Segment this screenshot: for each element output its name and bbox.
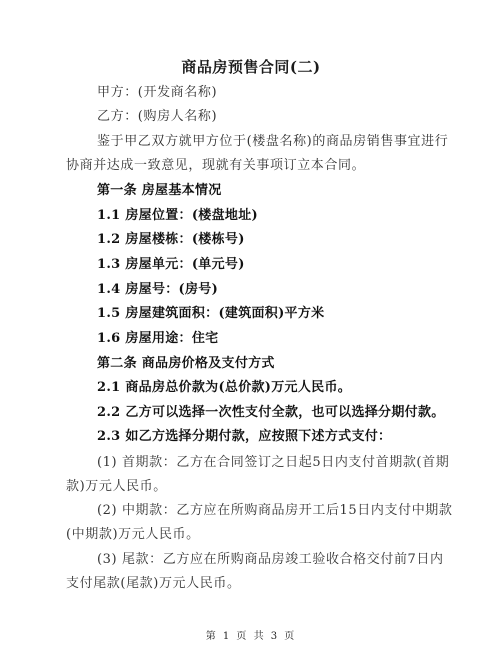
installment-2-line-1: (2) 中期款：乙方应在所购商品房开工后15日内支付中期款 — [97, 503, 453, 518]
installment-1-line-1: (1) 首期款：乙方在合同签订之日起5日内支付首期款(首期 — [97, 455, 450, 470]
article-2-item: 2.2 乙方可以选择一次性支付全款，也可以选择分期付款。 — [97, 405, 445, 420]
installment-3-line-2: 支付尾款(尾款)万元人民币。 — [66, 576, 241, 591]
article-1-item: 1.1 房屋位置：(楼盘地址) — [97, 208, 258, 223]
installment-2-line-2: (中期款)万元人民币。 — [66, 527, 200, 542]
article-1-item: 1.2 房屋楼栋：(楼栋号) — [97, 232, 245, 247]
page-footer: 第 1 页 共 3 页 — [205, 631, 297, 642]
article-2-item: 2.1 商品房总价款为(总价款)万元人民币。 — [97, 380, 352, 395]
party-b-line: 乙方：(购房人名称) — [97, 109, 218, 124]
article-2-item: 2.3 如乙方选择分期付款，应按照下述方式支付： — [97, 429, 392, 444]
preamble-line-1: 鉴于甲乙双方就甲方位于(楼盘名称)的商品房销售事宜进行 — [97, 134, 449, 149]
preamble-line-2: 协商并达成一致意见，现就有关事项订立本合同。 — [66, 158, 366, 173]
article-1-heading: 第一条 房屋基本情况 — [97, 183, 222, 198]
installment-1-line-2: 款)万元人民币。 — [66, 479, 167, 494]
article-1-item: 1.4 房屋号：(房号) — [97, 282, 219, 297]
document-title: 商品房预售合同(二) — [181, 58, 321, 76]
article-1-item: 1.3 房屋单元：(单元号) — [97, 257, 245, 272]
article-1-item: 1.5 房屋建筑面积：(建筑面积)平方米 — [97, 306, 325, 321]
party-a-line: 甲方：(开发商名称) — [97, 85, 218, 100]
article-2-heading: 第二条 商品房价格及支付方式 — [97, 356, 275, 371]
article-1-item: 1.6 房屋用途：住宅 — [97, 331, 219, 346]
installment-3-line-1: (3) 尾款：乙方应在所购商品房竣工验收合格交付前7日内 — [97, 552, 444, 567]
